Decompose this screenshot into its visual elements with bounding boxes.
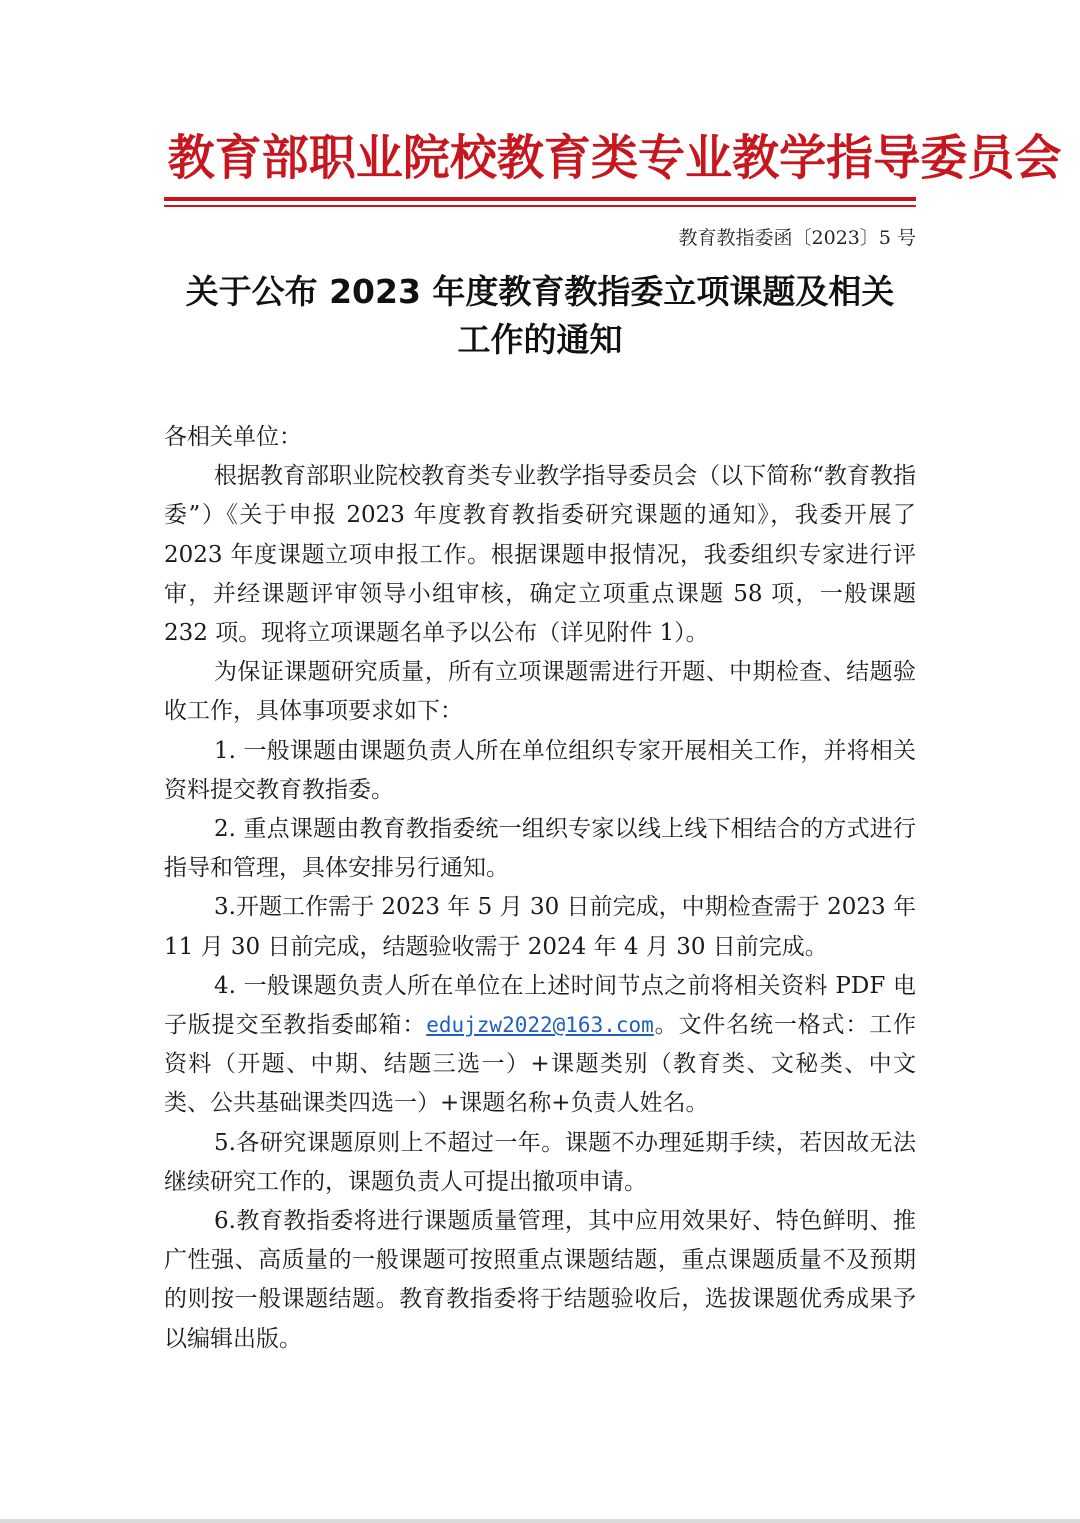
email-link[interactable]: edujzw2022@163.com: [426, 1013, 654, 1038]
list-item-1: 1. 一般课题由课题负责人所在单位组织专家开展相关工作，并将相关资料提交教育教指委。: [164, 737, 916, 803]
document-title-line-2: 工作的通知: [457, 320, 623, 359]
list-item-6: 6.教育教指委将进行课题质量管理，其中应用效果好、特色鲜明、推广性强、高质量的一般课题可按照重点课题结题，重点课题质量不及预期的则按一般课题结题。教育教指委将于结题验收后，选拔课题优秀成果予以编辑出版。: [164, 1208, 916, 1352]
letterhead-divider-thin: [164, 205, 916, 207]
list-item-4: [164, 967, 916, 1124]
organization-letterhead: 教育部职业院校教育类专业教学指导委员会: [167, 130, 1062, 186]
paragraph-requirements: 为保证课题研究质量，所有立项课题需进行开题、中期检查、结题验收工作，具体事项要求如下：: [164, 659, 916, 725]
list-item-3: 3.开题工作需于 2023 年 5 月 30 日前完成，中期检查需于 2023 年 11 月 30 日前完成，结题验收需于 2024 年 4 月 30 日前完成。: [164, 894, 916, 960]
list-item-4-text-before: 4. 一般课题负责人所在单位在上述时间节点之前将相关资料 PDF 电子版提交至教指委邮箱：: [164, 972, 916, 1039]
document-body: [164, 418, 916, 1359]
document-title-line-1: 关于公布 2023 年度教育教指委立项课题及相关: [185, 272, 895, 311]
list-item-2: 2. 重点课题由教育教指委统一组织专家以线上线下相结合的方式进行指导和管理，具体安排另行通知。: [164, 816, 916, 882]
paragraph-intro: 根据教育部职业院校教育类专业教学指导委员会（以下简称“教育教指委”）《关于申报 2023 年度教育教指委研究课题的通知》，我委开展了 2023 年度课题立项申报工作。根据课题申报情况，我委组织专家进行评审，并经课题评审领导小组审核，确定立项重点课题 58 项，一般课题 232 项。现将立项课题名单予以公布（详见附件 1）。: [164, 463, 916, 647]
page-bottom-edge: [0, 1519, 1080, 1523]
document-number: 教育教指委函〔2023〕5 号: [678, 227, 916, 249]
salutation: 各相关单位：: [164, 424, 302, 450]
list-item-5: 5.各研究课题原则上不超过一年。课题不办理延期手续，若因故无法继续研究工作的，课题负责人可提出撤项申请。: [164, 1129, 916, 1195]
letterhead-divider-thick: [164, 197, 916, 201]
list-item-4-text-after: 。文件名统一格式：工作资料（开题、中期、结题三选一）+课题类别（教育类、文秘类、中文类、公共基础课类四选一）+课题名称+负责人姓名。: [164, 1012, 917, 1117]
document-title: [150, 268, 930, 364]
